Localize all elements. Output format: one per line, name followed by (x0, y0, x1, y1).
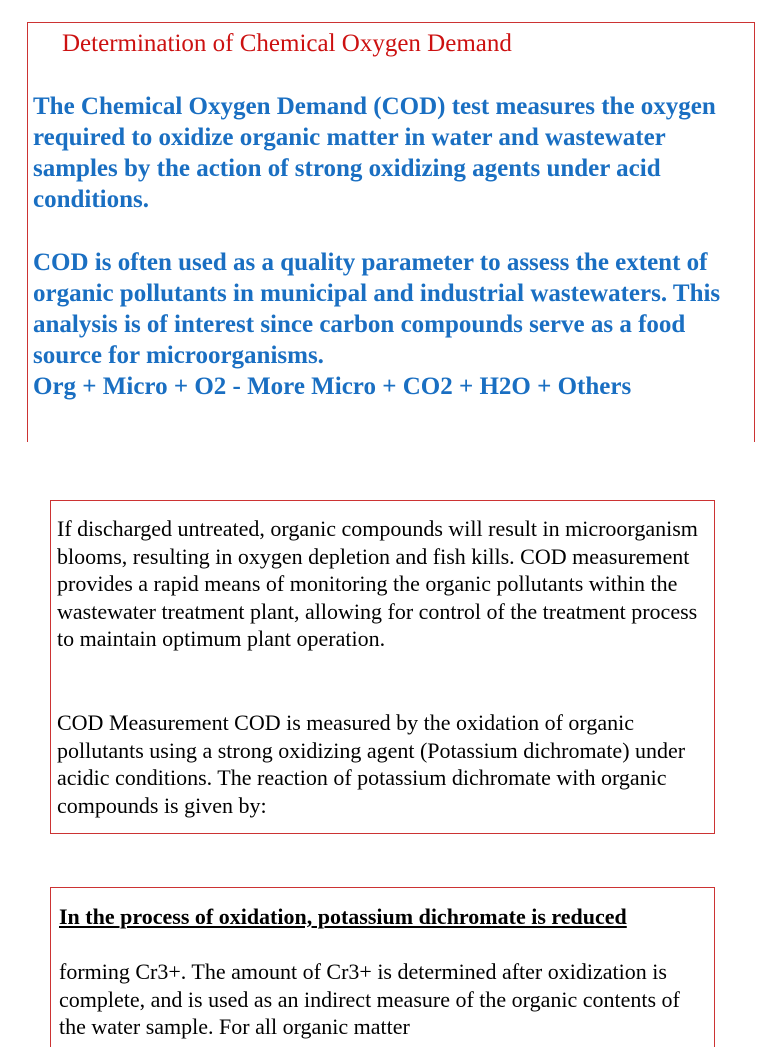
discharge-effects-paragraph: If discharged untreated, organic compounds will result in microorganism blooms, resulting in oxygen depletion and fish kills. COD measurement provides a rapid means of monitoring the organic pollutants within the wastewater treatment plant, allowing for control of the treatment process to maintain optimum plant operation. (57, 516, 698, 651)
cod-definition-paragraph: The Chemical Oxygen Demand (COD) test measures the oxygen required to oxidize organic matter in water and wastewater samples by the action of strong oxidizing agents under acid conditions. (33, 93, 716, 213)
slide-title: Determination of Chemical Oxygen Demand (62, 30, 512, 57)
cod-measurement-paragraph: COD Measurement COD is measured by the oxidation of organic pollutants using a strong oxidizing agent (Potassium dichromate) under acidic conditions. The reaction of potassium dichromate with organic compounds is given by: (57, 710, 686, 818)
reaction-equation: Org + Micro + O2 - More Micro + CO2 + H2O + Others (33, 373, 632, 400)
cod-usage-paragraph (33, 247, 753, 402)
slide-cod-intro (27, 22, 755, 442)
oxidation-paragraph: forming Cr3+. The amount of Cr3+ is determined after oxidization is complete, and is used as an indirect measure of the organic contents of the water sample. For all organic matter (59, 959, 680, 1039)
slide-oxidation-process (50, 887, 715, 1047)
cod-usage-text: COD is often used as a quality parameter to assess the extent of organic pollutants in municipal and industrial wastewaters. This analysis is of interest since carbon compounds serve as a food source for microorganisms. (33, 249, 721, 369)
slide-cod-measurement (50, 500, 715, 834)
oxidation-heading: In the process of oxidation, potassium dichromate is reduced (59, 904, 627, 929)
